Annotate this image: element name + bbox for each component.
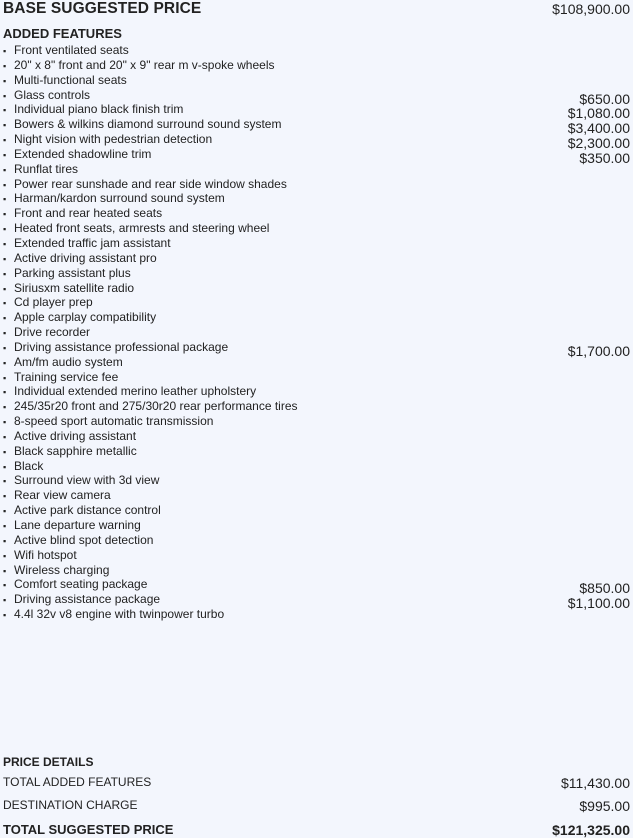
feature-name [3,282,134,297]
feature-name-text: Surround view with 3d view [14,473,160,488]
feature-price: $3,400.00 [567,120,630,137]
feature-item [3,356,630,371]
feature-name-text: 245/35r20 front and 275/30r20 rear performance tires [14,399,298,414]
feature-price: $350.00 [579,149,630,166]
feature-item [3,385,630,400]
feature-name [3,207,162,222]
total-suggested-price-value: $121,325.00 [552,822,630,838]
feature-name-text: Drive recorder [14,325,91,340]
feature-item [3,192,630,207]
feature-name-text: Individual extended merino leather upholstery [14,384,257,399]
feature-name [3,474,159,489]
feature-item [3,474,630,489]
feature-name [3,430,136,445]
base-price-label: BASE SUGGESTED PRICE [3,0,202,17]
bullet-icon: ▪ [3,402,7,413]
base-price-value: $108,900.00 [552,1,630,17]
bullet-icon: ▪ [3,224,7,235]
feature-name [3,489,111,504]
feature-item [3,460,630,475]
bullet-icon: ▪ [3,179,7,190]
feature-item [3,577,630,597]
added-features-heading: ADDED FEATURES [3,26,122,41]
feature-name-text: Multi-functional seats [14,72,127,87]
feature-item [3,132,630,152]
feature-item [3,489,630,504]
feature-item [3,117,630,137]
bullet-icon: ▪ [3,595,7,606]
feature-item [3,102,630,122]
bullet-icon: ▪ [3,342,7,353]
total-added-features-label: TOTAL ADDED FEATURES [3,775,152,789]
bullet-icon: ▪ [3,283,7,294]
feature-name [3,133,212,148]
feature-item [3,400,630,415]
feature-name [3,163,78,178]
feature-name [3,103,183,118]
feature-name [3,460,43,475]
feature-name [3,578,147,593]
bullet-icon: ▪ [3,506,7,517]
feature-name-text: Night vision with pedestrian detection [14,132,213,147]
bullet-icon: ▪ [3,149,7,160]
feature-name [3,534,153,549]
bullet-icon: ▪ [3,521,7,531]
feature-price: $2,300.00 [567,135,630,152]
bullet-icon: ▪ [3,209,7,220]
feature-item [3,519,630,534]
feature-name-text: Lane departure warning [14,518,141,532]
bullet-icon: ▪ [3,268,7,279]
feature-name-text: Comfort seating package [14,577,148,592]
bullet-icon: ▪ [3,164,7,175]
feature-name-text: 4.4l 32v v8 engine with twinpower turbo [14,607,225,622]
feature-name [3,341,228,356]
feature-name-text: Driving assistance package [14,592,161,607]
feature-name [3,252,157,267]
feature-name-text: Siriusxm satellite radio [14,280,135,295]
feature-name-text: Glass controls [14,87,91,102]
feature-name-text: Training service fee [14,369,119,384]
bullet-icon: ▪ [3,75,7,86]
feature-name [3,445,137,460]
feature-price: $850.00 [579,580,630,597]
bullet-icon: ▪ [3,476,7,487]
bullet-icon: ▪ [3,313,7,324]
feature-name-text: Black [14,458,44,473]
bullet-icon: ▪ [3,135,7,146]
bullet-icon: ▪ [3,387,7,398]
feature-item [3,564,630,579]
feature-item [3,311,630,326]
feature-name [3,59,275,74]
total-suggested-price-row [3,822,630,838]
feature-name [3,549,77,564]
feature-name [3,356,123,371]
feature-name-text: Individual piano black finish trim [14,102,184,117]
feature-name-text: Front ventilated seats [14,43,129,57]
feature-name-text: Harman/kardon surround sound system [14,191,225,206]
feature-name [3,44,129,59]
destination-charge-value: $995.00 [579,798,630,814]
feature-item [3,296,630,311]
total-suggested-price-label: TOTAL SUGGESTED PRICE [3,822,174,837]
feature-item [3,59,630,74]
feature-item [3,87,630,107]
bullet-icon: ▪ [3,461,7,472]
feature-item [3,178,630,193]
feature-name [3,118,281,133]
bullet-icon: ▪ [3,372,7,383]
bullet-icon: ▪ [3,298,7,309]
destination-charge-label: DESTINATION CHARGE [3,798,138,812]
bullet-icon: ▪ [3,550,7,561]
feature-item [3,415,630,430]
feature-name-text: Rear view camera [14,488,111,503]
feature-name [3,593,160,608]
feature-name [3,178,287,193]
feature-name [3,326,90,341]
feature-item [3,237,630,252]
feature-name-text: Active blind spot detection [14,532,154,547]
feature-item [3,549,630,564]
bullet-icon: ▪ [3,535,7,546]
feature-item [3,207,630,222]
feature-name [3,74,127,89]
feature-price: $1,080.00 [567,105,630,122]
feature-item [3,592,630,612]
feature-name-text: Extended traffic jam assistant [14,235,171,250]
added-features-list [3,44,630,623]
feature-name-text: Runflat tires [14,161,79,176]
bullet-icon: ▪ [3,565,7,576]
feature-name-text: Wifi hotspot [14,547,77,562]
feature-item [3,339,630,359]
feature-name-text: Front and rear heated seats [14,206,163,221]
destination-charge-row [3,798,630,814]
feature-name-text: Power rear sunshade and rear side window shades [14,176,287,191]
feature-name-text: Wireless charging [14,562,110,577]
bullet-icon: ▪ [3,610,7,621]
feature-name [3,385,256,400]
feature-item [3,371,630,386]
bullet-icon: ▪ [3,90,7,101]
bullet-icon: ▪ [3,105,7,116]
feature-item [3,74,630,89]
feature-name-text: Black sapphire metallic [14,443,137,458]
feature-price: $1,700.00 [567,342,630,359]
feature-name-text: Extended shadowline trim [14,146,152,161]
feature-name [3,237,171,252]
feature-item [3,252,630,267]
feature-name [3,519,141,534]
feature-item [3,534,630,549]
base-price-row [3,0,630,18]
bullet-icon: ▪ [3,328,7,339]
bullet-icon: ▪ [3,431,7,442]
feature-item [3,430,630,445]
feature-name [3,311,156,326]
feature-name-text: Am/fm audio system [14,354,123,369]
feature-name [3,296,93,311]
feature-item [3,445,630,460]
feature-name [3,222,269,237]
bullet-icon: ▪ [3,446,7,457]
feature-name [3,89,90,104]
feature-name [3,148,151,163]
feature-name-text: Cd player prep [14,295,93,310]
feature-price: $1,100.00 [567,595,630,612]
feature-name-text: Parking assistant plus [14,265,131,280]
feature-name [3,192,225,207]
feature-price: $650.00 [579,90,630,107]
bullet-icon: ▪ [3,253,7,264]
bullet-icon: ▪ [3,120,7,131]
feature-name [3,608,224,623]
feature-item [3,146,630,166]
feature-item [3,326,630,341]
feature-item [3,163,630,178]
bullet-icon: ▪ [3,60,7,71]
feature-name-text: Active driving assistant pro [14,250,157,265]
feature-name-text: Active park distance control [14,503,161,518]
bullet-icon: ▪ [3,194,7,205]
total-added-features-value: $11,430.00 [560,775,630,791]
feature-item [3,608,630,623]
feature-name-text: Apple carplay compatibility [14,310,157,325]
feature-name [3,371,118,386]
feature-name-text: Active driving assistant [14,428,137,443]
bullet-icon: ▪ [3,580,7,591]
feature-item [3,222,630,237]
feature-name [3,564,109,579]
bullet-icon: ▪ [3,238,7,249]
total-added-features-row [3,775,630,791]
feature-item [3,44,630,59]
bullet-icon: ▪ [3,357,7,368]
feature-item [3,504,630,519]
bullet-icon: ▪ [3,46,7,56]
feature-name-text: 20" x 8" front and 20" x 9" rear m v-spoke wheels [14,57,275,72]
price-details-heading: PRICE DETAILS [3,755,94,769]
feature-item [3,282,630,297]
feature-name [3,504,161,519]
feature-name-text: 8-speed sport automatic transmission [14,414,214,429]
bullet-icon: ▪ [3,491,7,502]
feature-name [3,400,298,415]
feature-name [3,415,213,430]
feature-name [3,267,131,282]
bullet-icon: ▪ [3,417,7,428]
feature-name-text: Bowers & wilkins diamond surround sound system [14,117,282,132]
feature-name-text: Heated front seats, armrests and steering wheel [14,221,270,236]
feature-name-text: Driving assistance professional package [14,339,229,354]
feature-item [3,267,630,282]
